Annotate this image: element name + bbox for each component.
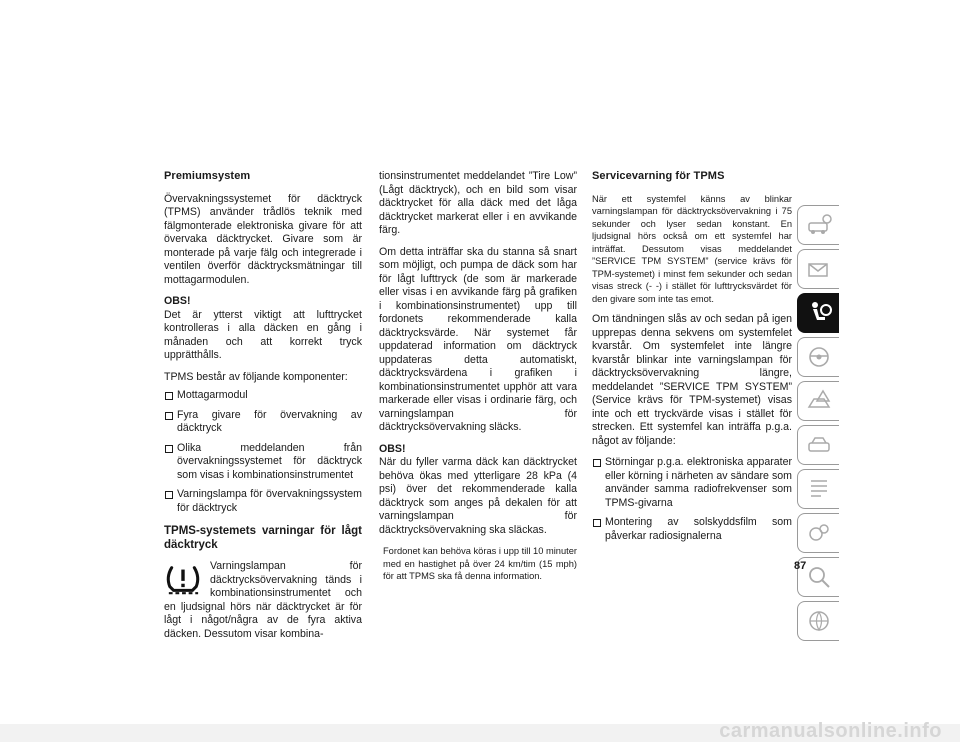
car-service-icon bbox=[805, 431, 833, 459]
tools-icon bbox=[805, 519, 833, 547]
tpms-warning-icon bbox=[164, 562, 202, 596]
tab-car-service[interactable] bbox=[797, 425, 839, 465]
tab-steering[interactable] bbox=[797, 337, 839, 377]
list-item: Montering av solskyddsfilm som påverkar radiosignalerna bbox=[592, 516, 792, 543]
paragraph: tionsinstrumentet meddelandet ”Tire Low” (Lågt däcktryck), och en bild som visar däcktrycket för alla däck med det låga däcktrycket markerat eller i en avvikande färg. bbox=[379, 170, 577, 236]
checklist-icon bbox=[805, 475, 833, 503]
note bbox=[379, 443, 577, 538]
tab-car-info[interactable] bbox=[797, 205, 839, 245]
list-item: Mottagarmodul bbox=[164, 389, 362, 403]
column-3 bbox=[592, 170, 792, 549]
tab-language[interactable] bbox=[797, 601, 839, 641]
warning-car-icon bbox=[805, 387, 833, 415]
tab-checklist[interactable] bbox=[797, 469, 839, 509]
column-2 bbox=[379, 170, 577, 591]
paragraph: Övervakningssystemet för däcktryck (TPMS) använder trådlös teknik med fälgmonterade elektroniska givare för att övervaka däcktrycket. Givare som är monterade på varje fälg och integrerade i ventilen överför däcktrycksmätningar till mottagarmodulen. bbox=[164, 192, 362, 286]
list-item: Fyra givare för övervakning av däcktryck bbox=[164, 409, 362, 436]
small-note: Fordonet kan behöva köras i upp till 10 minuter med en hastighet på över 24 km/tim (15 mph) för att TPMS ska få denna information. bbox=[383, 546, 577, 581]
language-icon bbox=[805, 607, 833, 635]
tab-message[interactable] bbox=[797, 249, 839, 289]
airbag-icon bbox=[805, 299, 833, 327]
watermark-bar bbox=[0, 720, 960, 742]
note-label: OBS! bbox=[164, 295, 191, 307]
section-heading: Premiumsystem bbox=[164, 170, 251, 182]
paragraph bbox=[164, 560, 362, 641]
warning-text: Varningslampan för däcktrycksövervakning tänds i kombinationsinstrumentet och en ljudsignal hörs när däcktrycket är för lågt i något/några av de fyra aktiva däcken. Dessutom visar kombina- bbox=[164, 560, 362, 640]
car-info-icon bbox=[805, 211, 833, 239]
tab-warning-car[interactable] bbox=[797, 381, 839, 421]
list-item: Varningslampa för övervakningssystem för däcktryck bbox=[164, 488, 362, 515]
section-heading: Servicevarning för TPMS bbox=[592, 170, 725, 182]
page-number: 87 bbox=[794, 560, 807, 572]
note-label: OBS! bbox=[379, 442, 406, 455]
note-text: Det är ytterst viktigt att lufttrycket kontrolleras i alla däcken en gång i månaden och att korrekt tryck upprätthålls. bbox=[164, 308, 362, 361]
chapter-tabs bbox=[797, 205, 840, 645]
watermark-text: carmanualsonline.info bbox=[719, 720, 942, 742]
paragraph: TPMS består av följande komponenter: bbox=[164, 370, 348, 383]
section-heading: TPMS-systemets varningar för lågt däcktryck bbox=[164, 525, 362, 551]
column-1 bbox=[164, 170, 362, 649]
tab-tools[interactable] bbox=[797, 513, 839, 553]
tab-airbag[interactable] bbox=[797, 293, 839, 333]
list-item: Olika meddelanden från övervakningssystemet för däcktryck som visas i kombinationsinstrumentet bbox=[164, 442, 362, 483]
search-icon bbox=[805, 563, 833, 591]
note bbox=[164, 295, 362, 363]
list-item: Störningar p.g.a. elektroniska apparater eller körning i närheten av sändare som använder samma radiofrekvenser som TPMS-givarna bbox=[592, 456, 792, 510]
note-text: När du fyller varma däck kan däcktrycket behöva ökas med ytterligare 28 kPa (4 psi) över det rekommenderade kalla däcktryck som anges på dekalen för att varningslampan för däcktrycksövervakning ska släckas. bbox=[379, 456, 577, 536]
small-paragraph: När ett systemfel känns av blinkar varningslampan för däcktrycksövervakning i 75 sekunder och lyser sedan konstant. En ljudsignal hörs också om ett systemfel har inträffat. Dessutom visas meddelandet ”SERVICE TPM SYSTEM” (service krävs för TPM-systemet) i minst fem sekunder och sedan visas streck (- -) i stället för lufttrycksvärdet för den givare som inte tas emot. bbox=[592, 193, 792, 304]
steering-wheel-icon bbox=[805, 343, 833, 371]
paragraph: Om tändningen slås av och sedan på igen upprepas denna sekvens om systemfelet kvarstår. Om systemfelet inte längre kvarstår blinkar inte varningslampan för däcktrycksövervakning längre, meddelandet ”SERVICE TPM SYSTEM” (Service krävs för TPM-systemet) visas inte och ett tryckvärde visas i stället för strecken. Ett systemfel kan inträffa p.g.a. något av följande: bbox=[592, 313, 792, 447]
paragraph: Om detta inträffar ska du stanna så snart som möjligt, och pumpa de däck som har för lågt lufttryck (de som är markerade eller visas i en avvikande färg på grafiken i kombinationsinstrumentet) upp till fordonets rekommenderade kalla däcktrycksvärde. När systemet får uppdaterad information om däcktryck uppdateras detta automatiskt, däcktrycksvärdena i grafiken i kombinationsinstrumentet upphör att vara markerade eller visas i ordinarie färg, och varningslampan för däcktrycksövervakning släcks. bbox=[379, 245, 577, 433]
message-icon bbox=[805, 255, 833, 283]
